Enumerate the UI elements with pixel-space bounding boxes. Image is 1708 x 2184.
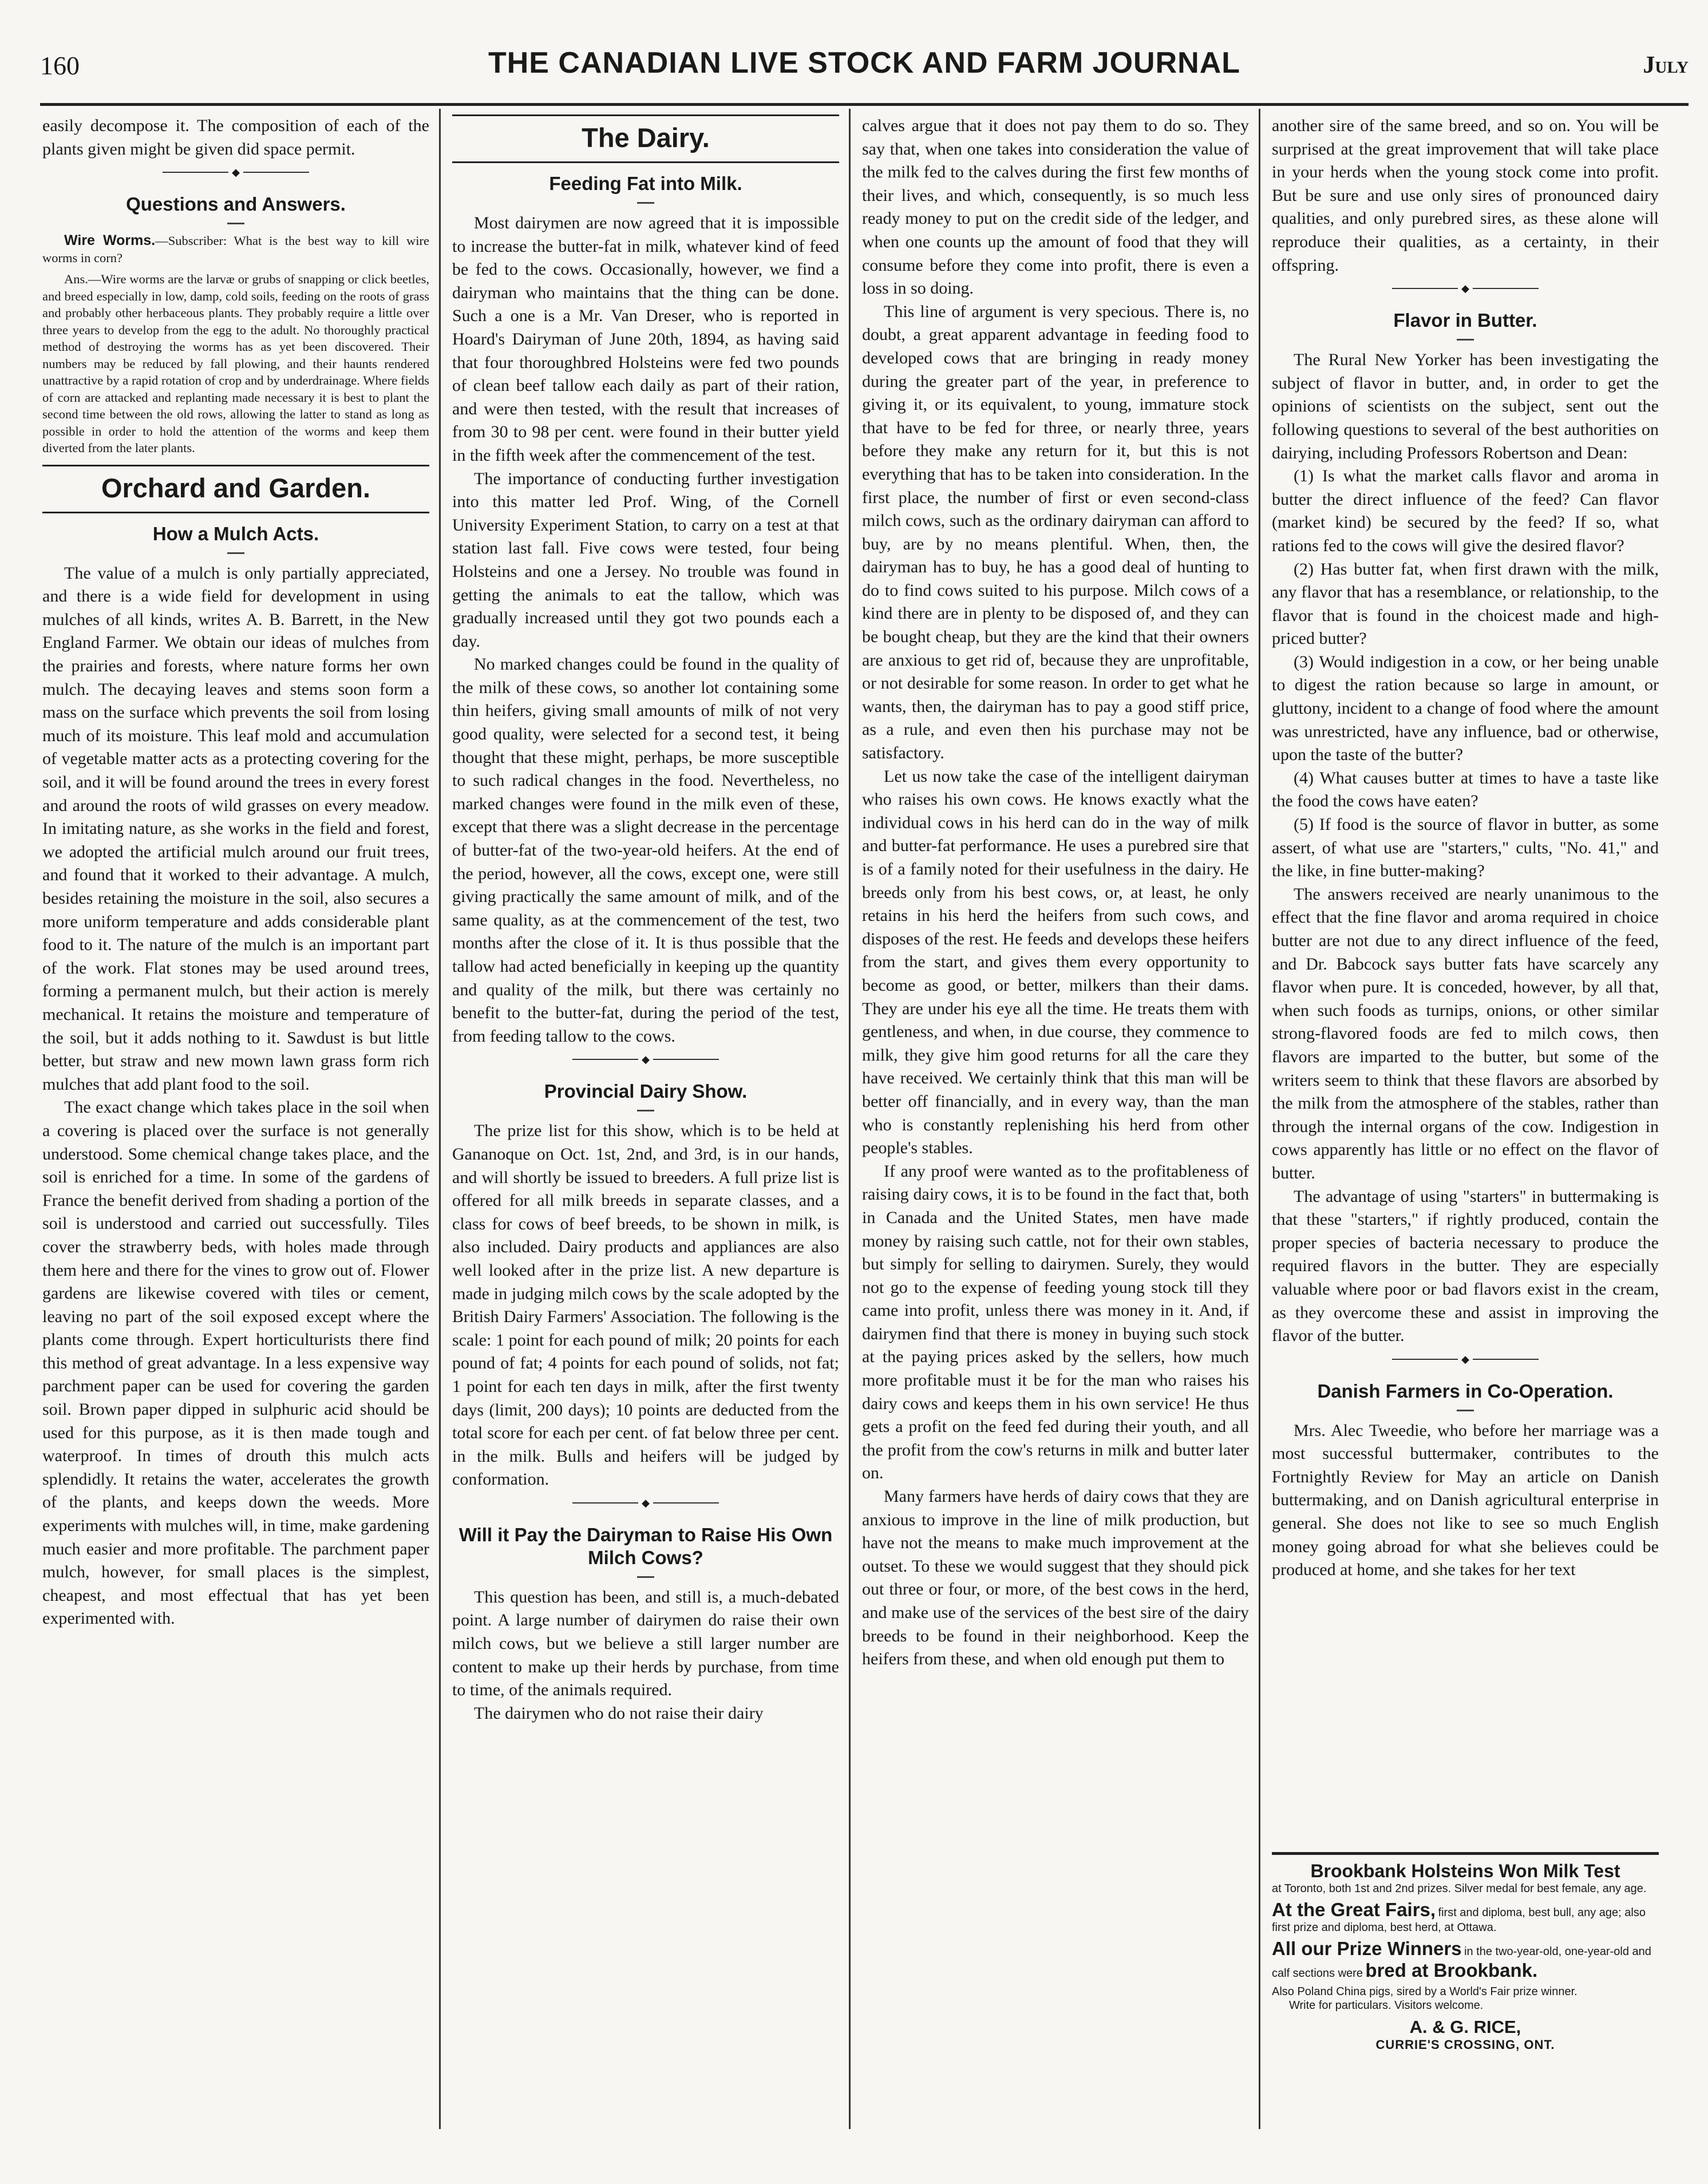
paragraph: The advantage of using "starters" in buttermaking is that these "starters," if rightly produced, contain the proper species of bacteria necessary to produce the required flavors in the butter. They are especially valuable where poor or bad flavors exist in the cream, as they overcome these and assist in improving the flavor of the butter.: [1272, 1186, 1659, 1346]
paragraph: The value of a mulch is only partially appreciated, and there is a wide field for development in using mulches of all kinds, writes A. B. Barrett, in the New England Farmer. We obtain our ideas of mulches from the prairies and forests, where nature forms her own mulch. The decaying leaves and stems soon form a mass on the surface which prevents the soil from losing much of its moisture. This leaf mold and accumulation of vegetable matter acts as a protecting covering for the soil, and it will be found around the trees in every forest and around the roots of wild grasses on every meadow. In imitating nature, as she works in the field and forest, we adopted the artificial mulch around our fruit trees, and found that it worked to their advantage. A mulch, besides retaining the moisture in the soil, also secures a more uniform temperature and adds considerable plant food to it. The nature of the mulch is an important part of the work. Flat stones may be used around trees, forming a permanent mulch, but their action is merely mechanical. It retains the moisture and temperature of the soil, but it adds nothing to it. Sawdust is but little better, but straw and new mown lawn grass form rich mulches that add plant food to the soil.: [42, 563, 429, 1094]
ad-line: at Toronto, both 1st and 2nd prizes. Silver medal for best female, any age.: [1272, 1882, 1647, 1895]
ad-line: All our Prize Winners in the two-year-old, one-year-old and calf sections were bred at Brookbank.: [1272, 1938, 1651, 1981]
column-3: [862, 114, 1249, 2123]
paragraph: The dairymen who do not raise their dairy: [474, 1703, 764, 1723]
ad-line: At the Great Fairs, first and diploma, best bull, any age; also first prize and diploma, best herd, at Ottawa.: [1272, 1899, 1646, 1934]
ad-signature: A. & G. RICE,: [1409, 2017, 1521, 2037]
paragraph: another sire of the same breed, and so on. You will be surprised at the great improvement that will take place in your herds when the young stock come into profit. But be sure and use only sires of pronounced dairy qualities, and only purebred sires, as these alone will reproduce their qualities, as a certainty, in their offspring.: [1272, 116, 1659, 275]
ad-location: CURRIE'S CROSSING, ONT.: [1375, 2037, 1555, 2052]
column-rule: [1259, 109, 1260, 2129]
question: Wire Worms.—Subscriber: What is the best way to kill wire worms in corn?: [42, 232, 429, 265]
paragraph: No marked changes could be found in the quality of the milk of these cows, so another lot containing some thin heifers, giving small amounts of milk of not very good quality, were selected for a second test, it being thought that these might, perhaps, be more susceptible to such radical changes in the food. Nevertheless, no marked changes were found in the milk even of these, except that there was a slight decrease in the percentage of butter-fat of the two-year-old heifers. At the end of the period, however, all the cows, except one, were still giving practically the same amount of milk, and of the same quality, as at the commencement of the test, two months after the close of it. It is thus possible that the tallow had acted beneficially in keeping up the quantity and quality of the milk, but there was certainly no benefit to the butter-fat, during the period of the test, from feeding tallow to the cows.: [452, 655, 839, 1046]
column-2: [452, 114, 839, 2123]
paragraph: (5) If food is the source of flavor in butter, as some assert, of what use are "starters," cults, "No. 41," and the like, in fine butter-making?: [1272, 815, 1659, 881]
advertisement: [1272, 1852, 1659, 2118]
paragraph: The exact change which takes place in the soil when a covering is placed over the surface is not generally understood. Some chemical change takes place, and the soil is enriched for a time. In some of the gardens of France the benefit derived from shading a portion of the soil is understood and carried out successfully. Tiles cover the strawberry beds, with holes made through them here and there for the vines to grow out of. Flower gardens are likewise covered with tiles or cement, leaving no part of the soil exposed except where the plants come through. Expert horticulturists there find this method of great advantage. In a less expensive way parchment paper can be used for covering the garden soil. Brown paper dipped in sulphuric acid should be used for this purpose, as it is then made tough and waterproof. In times of drouth this mulch acts splendidly. It retains the water, accelerates the growth of the plants, and keeps down the weeds. More experiments with mulches will, in time, make gardening much easier and more profitable. The parchment paper mulch, however, for small places is the simplest, cheapest, and most effectual that has yet been experimented with.: [42, 1098, 429, 1628]
article-title: Provincial Dairy Show.: [452, 1080, 839, 1111]
paragraph: This question has been, and still is, a much-debated point. A large number of dairymen do raise their own milch cows, but we believe a still larger number are content to make up their herds by purchase, from time to time, of the animals required.: [452, 1587, 839, 1700]
paragraph: The prize list for this show, which is to be held at Gananoque on Oct. 1st, 2nd, and 3rd, is in our hands, and will shortly be issued to breeders. A full prize list is offered for all milk breeds in separate classes, and a class for cows of beef breeds, to be shown in milk, is also included. Dairy products and appliances are also well looked after in the prize list. A new departure is made in judging milch cows by the scale adopted by the British Dairy Farmers' Association. The following is the scale: 1 point for each pound of milk; 20 points for each pound of fat; 4 points for each pound of solids, not fat; 1 point for each ten days in milk, after the first twenty days (limit, 200 days); 10 points are deducted from the total score for each per cent. of fat below three per cent. in the milk. Bulls and heifers will be judged by conformation.: [452, 1121, 839, 1489]
ad-line: Write for particulars. Visitors welcome.: [1289, 1999, 1484, 2012]
article-title: How a Mulch Acts.: [42, 523, 429, 554]
ornament-divider: ◆: [1272, 277, 1659, 300]
paragraph: (2) Has butter fat, when first drawn with the milk, any flavor that has a resemblance, or relationship, to the flavor that is found in the choicest made and high-priced butter?: [1272, 559, 1659, 648]
page-header: [40, 46, 1689, 92]
answer: Ans.—Wire worms are the larvæ or grubs of snapping or click beetles, and breed especially in low, damp, cold soils, feeding on the roots of grass and probably other herbaceous plants. They probably require a little over three years to develop from the egg to the adult. No thoroughly practical method of destroying the worms has as yet been discovered. Their numbers may be reduced by fall plowing, and their haunts rendered unattractive by a rapid rotation of crop and by underdrainage. Where fields of corn are attacked and replanting made necessary it is best to plant the second time between the old rows, allowing the latter to stand as long as possible in order to hold the attention of the worms and keep them diverted from the later plants.: [42, 272, 429, 456]
paragraph: The answers received are nearly unanimous to the effect that the fine flavor and aroma required in choice butter are not due to any direct influence of the feed, and Dr. Babcock says butter fats have scarcely any flavor when pure. It is conceded, however, by all that, when such foods as turnips, onions, or other similar strong-flavored foods are fed to milch cows, then flavors are imparted to the butter, but some of the writers seem to think that these flavors are absorbed by the milk from the atmosphere of the stables, rather than through the internal organs of the cow. Indigestion in cows apparently has little or no effect on the flavor of butter.: [1272, 884, 1659, 1182]
paragraph: (1) Is what the market calls flavor and aroma in butter the direct influence of the feed? Can flavor (market kind) be secured by the feed? If so, what rations fed to the cows will give the desired flavor?: [1272, 466, 1659, 555]
section-title: The Dairy.: [452, 114, 839, 163]
article-title: Feeding Fat into Milk.: [452, 172, 839, 204]
paragraph: easily decompose it. The composition of each of the plants given might be given did space permit.: [42, 116, 429, 159]
ornament-divider: ◆: [452, 1491, 839, 1514]
ornament-divider: ◆: [452, 1048, 839, 1071]
paragraph: Most dairymen are now agreed that it is impossible to increase the butter-fat in milk, whatever kind of feed be fed to the cows. Occasionally, however, we find a dairyman who maintains that the thing can be done. Such a one is a Mr. Van Dreser, who is reported in Hoard's Dairyman of June 20th, 1894, as having said that four thoroughbred Holsteins were fed two pounds of clean beef tallow each daily as part of their ration, and were then tested, with the result that increases of from 30 to 98 per cent. were found in their butter yield in the fifth week after the commencement of the test.: [452, 213, 839, 465]
column-rule: [439, 109, 441, 2129]
ornament-divider: ◆: [1272, 1348, 1659, 1371]
paragraph: Mrs. Alec Tweedie, who before her marriage was a most successful buttermaker, contributes to the Fortnightly Review for May an article on Danish buttermaking, and on Danish agricultural enterprise in general. She does not like to see so much English money going abroad for what she believes could be produced at home, and she takes for her text: [1272, 1421, 1659, 1580]
column-1: [42, 114, 429, 2123]
ad-headline: Brookbank Holsteins Won Milk Test: [1310, 1861, 1620, 1881]
paragraph: (3) Would indigestion in a cow, or her being unable to digest the ration because so large in amount, or gluttony, incident to a change of food where the amount was unrestricted, have any influence, bad or otherwise, upon the taste of the butter?: [1272, 652, 1659, 765]
masthead: THE CANADIAN LIVE STOCK AND FARM JOURNAL: [488, 46, 1241, 80]
header-rule: [40, 103, 1689, 106]
column-4: [1272, 114, 1659, 1849]
issue-month: July: [1643, 52, 1689, 78]
paragraph: If any proof were wanted as to the profitableness of raising dairy cows, it is to be found in the fact that, both in Canada and the United States, men have made money by raising such cattle, not for their own stables, but simply for selling to dairymen. Surely, they would not go to the expense of feeding young stock till they came into profit, unless there was money in it. And, if dairymen find that there is money in buying such stock at the paying prices asked by the sellers, how much more profitable must it be for the man who raises his dairy cows and keeps them in his own service! He thus gets a profit on the feed fed during their youth, and all the profit from the cow's returns in milk and butter later on.: [862, 1161, 1249, 1483]
article-title: Will it Pay the Dairyman to Raise His Own Milch Cows?: [452, 1524, 839, 1578]
column-rule: [849, 109, 851, 2129]
ornament-divider: ◆: [42, 161, 429, 184]
paragraph: calves argue that it does not pay them to do so. They say that, when one takes into consideration the value of the milk fed to the calves during the first few months of their lives, and which, consequently, is so much less ready money to put on the credit side of the ledger, and when one counts up the amount of food that they will consume before they come into profit, there is even a loss in so doing.: [862, 116, 1249, 298]
paragraph: This line of argument is very specious. There is, no doubt, a great apparent advantage in feeding food to developed cows that are bringing in ready money during the greater part of the year, in preference to giving it, or its equivalent, to young, immature stock that have to be fed for three, or nearly three, years before they make any return for it, but this is not everything that has to be taken into consideration. In the first place, the number of first or even second-class milch cows, such as the ordinary dairyman can afford to buy, are by no means plentiful. When, then, the dairyman has to buy, he has a good deal of hunting to do to find cows suited to his purpose. Milch cows of a kind there are in plenty to be disposed of, and they can be bought cheap, but they are the kind that their owners are anxious to get rid of, because they are unprofitable, or not desirable for some reason. In order to get what he wants, then, the dairyman has to pay a good stiff price, as a rule, and even then his purchase may not be satisfactory.: [862, 302, 1249, 763]
article-title: Questions and Answers.: [42, 193, 429, 224]
section-title: Orchard and Garden.: [42, 465, 429, 513]
paragraph: The importance of conducting further investigation into this matter led Prof. Wing, of the Cornell University Experiment Station, to carry on a test at that station last fall. Five cows were tested, four being Holsteins and one a Jersey. No trouble was found in getting the animals to eat the tallow, which was gradually increased until they got two pounds each a day.: [452, 469, 839, 651]
page-number: 160: [40, 51, 80, 80]
ad-line: Also Poland China pigs, sired by a World's Fair prize winner.: [1272, 1985, 1577, 1998]
paragraph: (4) What causes butter at times to have a taste like the food the cows have eaten?: [1272, 768, 1659, 811]
paragraph: Let us now take the case of the intelligent dairyman who raises his own cows. He knows exactly what the individual cows in his herd can do in the way of milk and butter-fat performance. He uses a purebred sire that is of a family noted for their usefulness in the dairy. He breeds only from his best cows, or, at least, he only retains in his herd the heifers from such cows, and disposes of the rest. He feeds and develops these heifers from the start, and gives them every opportunity to become as good, or better, milkers than their dams. They are under his eye all the time. He treats them with gentleness, and when, in due course, they commence to milk, they give him good returns for all the care they have received. We certainly think that this man will be better off financially, and in every way, than the man who is constantly replenishing his herd from other people's stables.: [862, 766, 1249, 1158]
paragraph: Many farmers have herds of dairy cows that they are anxious to improve in the line of milk production, but have not the means to make much improvement at the outset. To these we would suggest that they should pick out three or four, or more, of the best cows in the herd, and make use of the services of the best sire of the dairy breeds to be found in their neighborhood. Keep the heifers from these, and when old enough put them to: [862, 1487, 1249, 1669]
paragraph: The Rural New Yorker has been investigating the subject of flavor in butter, and, in order to get the opinions of scientists on the subject, sent out the following questions to several of the best authorities on dairying, including Professors Robertson and Dean:: [1272, 350, 1659, 462]
article-title: Flavor in Butter.: [1272, 309, 1659, 341]
article-title: Danish Farmers in Co-Operation.: [1272, 1380, 1659, 1411]
